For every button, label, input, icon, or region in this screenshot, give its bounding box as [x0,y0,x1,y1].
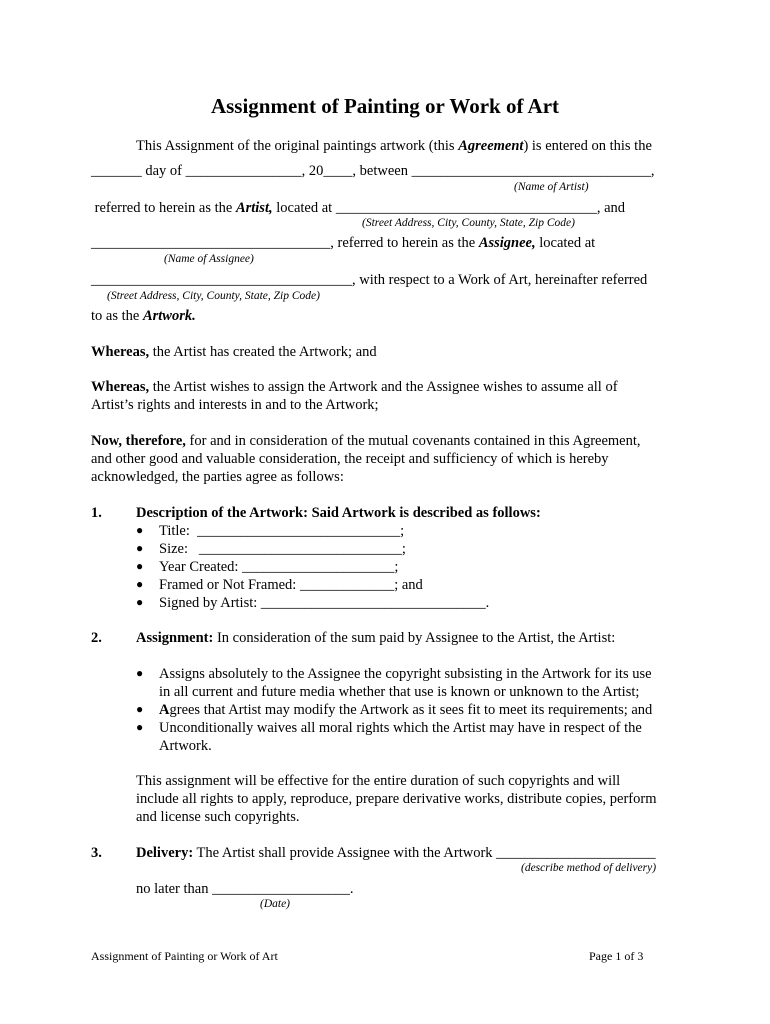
intro-line-5: ____________________________________, with respect to a Work of Art, hereinafter referred [91,272,648,288]
agreement-term: Agreement [458,138,524,154]
name-of-artist-label: (Name of Artist) [514,181,589,193]
assignment-bullet-2-text: grees that Artist may modify the Artwork as it sees fit to meet its requirements; and [169,702,653,718]
now-therefore-line-3: acknowledged, the parties agree as follows: [91,469,344,485]
artist-address-label: (Street Address, City, County, State, Zip Code) [362,217,575,229]
intro-text: ) is entered on this the [523,138,652,154]
date-label: (Date) [260,898,291,910]
bullet-icon: ● [136,523,144,537]
intro-line-6 [91,307,196,325]
intro-text: This Assignment of the original paintings artwork (this [136,138,459,154]
intro-line-2: _______ day of ________________, 20____, between _________________________________, [91,163,655,179]
artwork-framed-field: Framed or Not Framed: _____________; and [159,577,423,593]
whereas-text: the Artist wishes to assign the Artwork and the Assignee wishes to assume all of [149,379,618,395]
assignment-duration-para-line-2: include all rights to apply, reproduce, prepare derivative works, distribute copies, perform [136,791,657,807]
now-therefore-line-2: and other good and valuable consideration, the receipt and sufficiency of which is hereby [91,451,609,467]
whereas-clause-2-line-2: Artist’s rights and interests in and to the Artwork; [91,397,379,413]
section-2-heading: Assignment: [136,630,214,646]
intro-text: located at [535,235,596,251]
now-therefore-text: for and in consideration of the mutual covenants contained in this Agreement, [185,433,641,449]
assignee-term: Assignee, [478,235,536,251]
whereas-keyword: Whereas, [91,344,150,360]
intro-line-4 [91,234,595,252]
artist-term: Artist, [235,200,273,216]
now-therefore-clause [91,432,641,450]
bullet-icon: ● [136,541,144,555]
bullet-icon: ● [136,577,144,591]
intro-line-3 [91,199,625,217]
intro-text: located at ____________________________________, and [272,200,625,216]
name-of-assignee-label: (Name of Assignee) [164,253,254,265]
assignment-bullet-2 [159,701,652,719]
whereas-clause-2 [91,378,618,396]
artwork-title-field: Title: ____________________________; [159,523,405,539]
whereas-clause-1 [91,343,377,361]
delivery-method-label: (describe method of delivery) [521,862,657,874]
bullet-icon: ● [136,666,144,680]
bullet-icon: ● [136,559,144,573]
assignment-duration-para: This assignment will be effective for the entire duration of such copyrights and will [136,773,621,789]
assignment-duration-para-line-3: and license such copyrights. [136,809,300,825]
section-2-number: 2. [91,630,102,646]
delivery-date-line: no later than ___________________. [136,881,354,897]
artwork-term: Artwork. [142,308,196,324]
assignee-address-label: (Street Address, City, County, State, Zip Code) [107,290,320,302]
now-therefore-keyword: Now, therefore, [91,433,186,449]
intro-line-1 [136,137,652,155]
section-1-heading: Description of the Artwork: Said Artwork is described as follows: [136,505,541,521]
bullet-icon: ● [136,720,144,734]
assignment-bullet-1-line-2: in all current and future media whether that use is known or unknown to the Artist; [159,684,640,700]
intro-text: _________________________________, referred to herein as the [91,235,479,251]
intro-text: referred to herein as the [91,200,236,216]
intro-text: to as the [91,308,143,324]
artwork-size-field: Size: ____________________________; [159,541,406,557]
section-3-heading-line [136,844,656,862]
section-2-text: In consideration of the sum paid by Assignee to the Artist, the Artist: [213,630,616,646]
bullet-icon: ● [136,595,144,609]
document-title: Assignment of Painting or Work of Art [210,94,560,118]
section-3-number: 3. [91,845,102,861]
assignment-bullet-1: Assigns absolutely to the Assignee the copyright subsisting in the Artwork for its use [159,666,652,682]
bullet-icon: ● [136,702,144,716]
section-3-heading: Delivery: [136,845,194,861]
footer-page-number: Page 1 of 3 [589,949,644,963]
section-2-heading-line [136,629,615,647]
section-1-number: 1. [91,505,102,521]
whereas-text: the Artist has created the Artwork; and [149,344,377,360]
assignment-bullet-3: Unconditionally waives all moral rights which the Artist may have in respect of the [159,720,642,736]
section-3-text: The Artist shall provide Assignee with the Artwork ______________________ [193,845,656,861]
footer-document-title: Assignment of Painting or Work of Art [91,949,278,963]
artwork-year-field: Year Created: _____________________; [159,559,399,575]
whereas-keyword: Whereas, [91,379,150,395]
bold-initial: A [159,702,170,718]
assignment-bullet-3-line-2: Artwork. [159,738,212,754]
artwork-signed-field: Signed by Artist: _______________________________. [159,595,490,611]
